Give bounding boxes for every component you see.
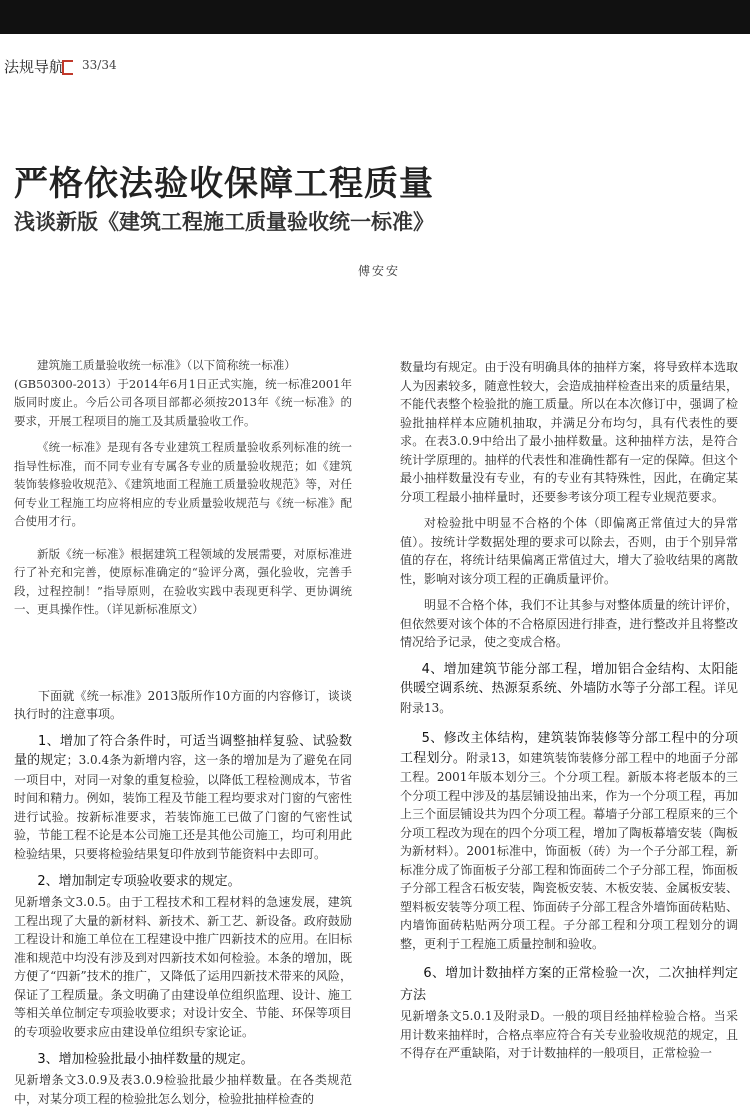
paragraph-2: 见新增条文3.0.5。由于工程技术和工程材料的急速发展，建筑工程出现了大量的新材料、新技术、新工艺、新设备。政府鼓励工程设计和施工单位在工程建设中推广四新技术的应用。在旧标准和规范中均没有涉及到对四新技术如何检验。本条的增加，既方便了“四新”技术的推广，又降低了运用四新技术带来的风险，保证了工程质量。条文明确了由建设单位组织监理、设计、施工等相关单位制定专项验收要求；对设计安全、节能、环保等项目的专项验收要求应由建设单位组织专家论证。 (14, 893, 352, 1041)
left-body (14, 687, 352, 1108)
section-4 (400, 660, 738, 718)
intro-lead: 建筑施工质量验收统一标准》（以下简称统一标准） (14, 358, 296, 372)
heading-1: 1、增加了符合条件时，可适当调整抽样复验、试验数量的规定 (14, 734, 352, 769)
page-number: 33/34 (82, 58, 117, 72)
lead-paragraph: 下面就《统一标准》2013版所作10方面的内容修订，谈谈执行时的注意事项。 (14, 687, 352, 724)
right-body (400, 358, 738, 1063)
intro-paragraph-3: 新版《统一标准》根据建筑工程领域的发展需要，对原标准进行了补充和完善，使原标准确定的“验评分离，强化验收，完善手段，过程控制！”指导原则，在验收实践中表现更科学、更协调统一、更具操作性。（详见新标准原文） (14, 545, 352, 619)
heading-3: 3、增加检验批最小抽样数量的规定。 (14, 1049, 352, 1071)
heading-5: 5、修改主体结构，建筑装饰装修等分部工程中的分项工程划分。 (400, 731, 738, 766)
paragraph-r3: 明显不合格个体，我们不让其参与对整体质量的统计评价，但依然要对该个体的不合格原因进行排查，进行整改并且将整改情况给予记录，使之变成合格。 (400, 596, 738, 652)
heading-2: 2、增加制定专项验收要求的规定。 (14, 871, 352, 893)
paragraph-r1: 数量均有规定。由于没有明确具体的抽样方案，将导致样本选取人为因素较多，随意性较大，会造成抽样检查出来的质量结果，不能代表整个检验批的施工质量。所以在本次修订中，强调了检验批抽样样本应随机抽取，并满足分布均匀，具有代表性的要求。在表3.0.9中给出了最小抽样数量。这种抽样方法，是符合统计学原理的。抽样的代表性和准确性都有一定的保障。但这个最小抽样数量没有专业，有的专业有其特殊性，因此，在确定某分项工程最小抽样量时，还要参考该分项工程专业规范要求。 (400, 358, 738, 506)
paragraph-r2: 对检验批中明显不合格的个体（即偏离正常值过大的异常值）。按统计学数据处理的要求可以除去，否则，由于个别异常值的存在，将统计结果偏离正常值过大，增大了验收结果的离散性，影响对该分项工程的正确质量评价。 (400, 514, 738, 588)
author-name: 傅安安 (358, 262, 400, 279)
article-subtitle: 浅谈新版《建筑工程施工质量验收统一标准》 (14, 206, 434, 236)
paragraph-5: 附录13，如建筑装饰装修分部工程中的地面子分部工程。2001年版本划分三。个分项工程。新版本将老版本的三个分项工程中涉及的基层铺设抽出来，作为一个分项工程，再加上三个面层铺设共为四个分项工程。幕墙子分部工程原来的三个分项工程改为现在的四个分项工程，增加了陶板幕墙安装（陶板为新材料）。2001标准中，饰面板（砖）为一个子分部工程，新标准分成了饰面板子分部工程和饰面砖二个子分部工程，饰面板子分部工程含石板安装，陶瓷板安装、木板安装、金属板安装、塑料板安装等分项工程、饰面砖子分部工程含外墙饰面砖粘贴、内墙饰面砖粘贴两分项工程。子分部工程和分项工程划分的调整，更利于工程施工质量控制和验收。 (400, 751, 738, 951)
intro-paragraph-2: 《统一标准》是现有各专业建筑工程质量验收系列标准的统一指导性标准，而不同专业有专属各专业的质量验收规范；如《建筑装饰装修验收规范》、《建筑地面工程施工质量验收规范》等，对任何专业工程施工均应将相应的专业质量验收规范与《统一标准》配合使用才行。 (14, 438, 352, 531)
heading-4: 4、增加建筑节能分部工程，增加铝合金结构、太阳能供暖空调系统、热源泵系统、外墙防水等子分部工程。 (400, 662, 738, 697)
paragraph-1: ；3.0.4条为新增内容，这一条的增加是为了避免在同一项目中，对同一对象的重复检验，以降低工程检测成本，节省时间和精力。例如，装饰工程及节能工程均要求对门窗的气密性进行试验。按新标准要求，若装饰施工已做了门窗的气密性试验，节能工程不论是本公司施工还是其他公司施工，均可利用此检验结果，只要将检验结果复印件放到节能资料中去即可。 (14, 753, 352, 861)
top-bar (0, 0, 750, 34)
heading-6: 6、增加计数抽样方案的正常检验一次，二次抽样判定方法 (400, 963, 738, 1007)
section-5 (400, 729, 738, 953)
left-column (14, 356, 352, 1108)
heading-4-tail: 详见附录13。 (400, 681, 738, 715)
bracket-icon (62, 60, 73, 75)
article-title: 严格依法验收保障工程质量 (14, 156, 434, 205)
section-1 (14, 732, 352, 864)
paragraph-3: 见新增条文3.0.9及表3.0.9检验批最少抽样数量。在各类规范中，对某分项工程的检验批怎么划分，检验批抽样检查的 (14, 1071, 352, 1108)
intro-section (14, 356, 352, 619)
section-label: 法规导航 (4, 56, 64, 77)
intro-rest: (GB50300-2013）于2014年6月1日正式实施，统一标准2001年版同时废止。今后公司各项目部都必须按2013年《统一标准》的要求，开展工程项目的施工及其质量验收工作。 (14, 377, 352, 428)
paragraph-6: 见新增条文5.0.1及附录D。一般的项目经抽样检验合格。当采用计数来抽样时，合格点率应符合有关专业验收规范的规定，且不得存在严重缺陷，对于计数抽样的一般项目，正常检验一 (400, 1007, 738, 1063)
intro-paragraph-1 (14, 356, 352, 430)
right-column (400, 358, 738, 1063)
